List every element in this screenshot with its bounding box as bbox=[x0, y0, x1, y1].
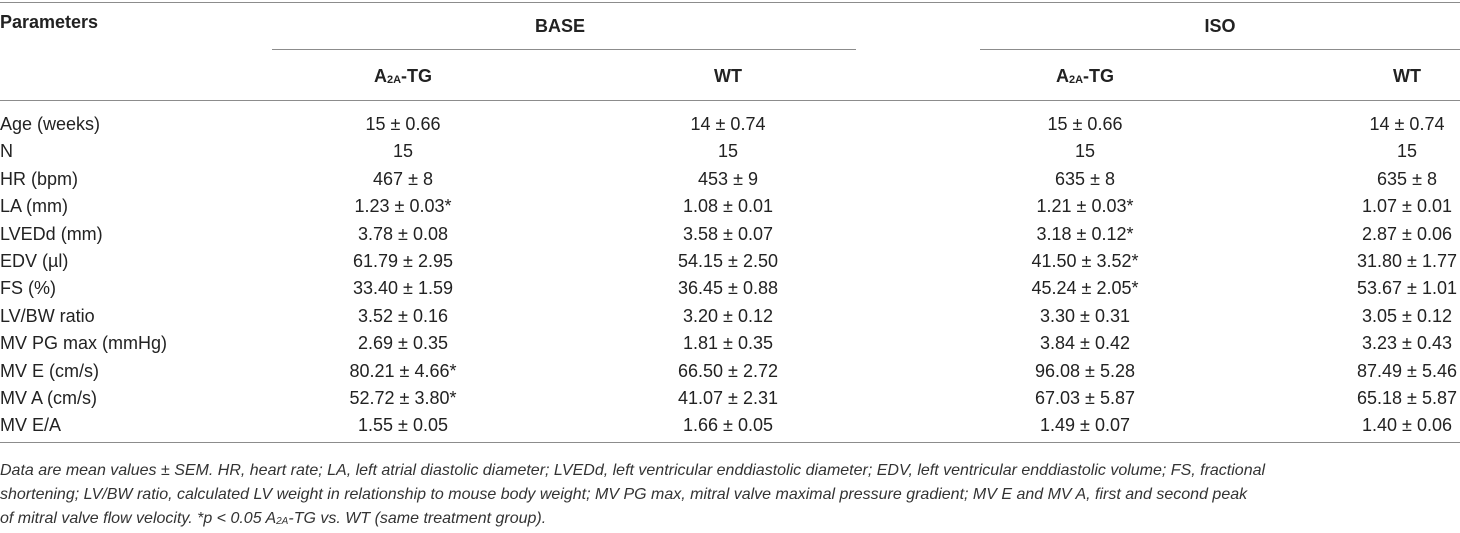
table-cell: 31.80 ± 1.77 bbox=[1357, 251, 1457, 271]
footnote-line: shortening; LV/BW ratio, calculated LV weight in relationship to mouse body weight; MV PG max, mitral valve maximal pressure gradient; MV E and MV A, first and second peak bbox=[0, 486, 1248, 503]
table-cell: 635 ± 8 bbox=[1055, 169, 1115, 189]
table-cell: 14 ± 0.74 bbox=[690, 114, 766, 134]
table-cell: 52.72 ± 3.80* bbox=[349, 388, 457, 408]
table-cell: 66.50 ± 2.72 bbox=[678, 361, 778, 381]
table-cell: 67.03 ± 5.87 bbox=[1035, 388, 1135, 408]
table-cell: 15 bbox=[392, 141, 414, 161]
table-cell: 36.45 ± 0.88 bbox=[678, 278, 778, 298]
col-header-iso-wt: WT bbox=[1393, 66, 1421, 86]
table-cell: 453 ± 9 bbox=[698, 169, 758, 189]
parameter-label: LVEDd (mm) bbox=[0, 224, 103, 244]
table-cell: 1.40 ± 0.06 bbox=[1362, 415, 1452, 435]
parameter-label: MV A (cm/s) bbox=[0, 388, 98, 408]
footnote-line: Data are mean values ± SEM. HR, heart rate; LA, left atrial diastolic diameter; LVEDd, left ventricular enddiastolic diameter; EDV, left ventricular enddiastolic volume; FS, fractional bbox=[0, 462, 1266, 479]
col-header-iso-a2a-tg: $A_{2A}-TG$ bbox=[1055, 66, 1115, 86]
parameter-label: Age (weeks) bbox=[0, 114, 101, 134]
table-cell: 53.67 ± 1.01 bbox=[1357, 278, 1457, 298]
table-cell: 1.23 ± 0.03* bbox=[354, 196, 452, 216]
table-cell: 14 ± 0.74 bbox=[1369, 114, 1445, 134]
table-cell: 15 bbox=[1396, 141, 1418, 161]
table-cell: 3.58 ± 0.07 bbox=[683, 224, 773, 244]
table-cell: 65.18 ± 5.87 bbox=[1357, 388, 1457, 408]
parameter-label: MV PG max (mmHg) bbox=[0, 333, 168, 353]
col-header-base-wt: WT bbox=[714, 66, 742, 86]
table-cell: 3.30 ± 0.31 bbox=[1040, 306, 1130, 326]
group-header-iso: ISO bbox=[1204, 16, 1236, 36]
table-cell: 3.52 ± 0.16 bbox=[358, 306, 448, 326]
table-cell: 15 bbox=[1074, 141, 1096, 161]
table-cell: 87.49 ± 5.46 bbox=[1357, 361, 1457, 381]
table-cell: 3.18 ± 0.12* bbox=[1036, 224, 1134, 244]
table-cell: 61.79 ± 2.95 bbox=[353, 251, 453, 271]
table-cell: 635 ± 8 bbox=[1377, 169, 1437, 189]
table-cell: 1.21 ± 0.03* bbox=[1036, 196, 1134, 216]
table-cell: 45.24 ± 2.05* bbox=[1031, 278, 1139, 298]
footnote-line: of mitral valve flow velocity. *p < 0.05 $A_{2A}-TG$ vs. WT (same treatment group). bbox=[0, 510, 547, 527]
table-cell: 41.50 ± 3.52* bbox=[1031, 251, 1139, 271]
parameter-label: MV E/A bbox=[0, 415, 62, 435]
parameter-label: MV E (cm/s) bbox=[0, 361, 99, 381]
table-cell: 3.05 ± 0.12 bbox=[1362, 306, 1452, 326]
parameter-label: N bbox=[0, 141, 13, 161]
table-cell: 467 ± 8 bbox=[373, 169, 433, 189]
table-cell: 33.40 ± 1.59 bbox=[353, 278, 453, 298]
table-cell: 15 bbox=[717, 141, 739, 161]
table-cell: 1.66 ± 0.05 bbox=[683, 415, 773, 435]
table-cell: 1.81 ± 0.35 bbox=[683, 333, 773, 353]
table-cell: 15 ± 0.66 bbox=[1047, 114, 1123, 134]
table-cell: 3.23 ± 0.43 bbox=[1362, 333, 1452, 353]
table-cell: 3.20 ± 0.12 bbox=[683, 306, 773, 326]
table-footnote bbox=[0, 459, 1458, 533]
header-bottom-rule bbox=[0, 100, 1460, 101]
parameter-label: FS (%) bbox=[0, 278, 56, 298]
table-cell: 15 ± 0.66 bbox=[365, 114, 441, 134]
col-header-base-a2a-tg: $A_{2A}-TG$ bbox=[373, 66, 433, 86]
group-header-base: BASE bbox=[534, 16, 586, 36]
table-cell: 2.87 ± 0.06 bbox=[1362, 224, 1452, 244]
table-cell: 80.21 ± 4.66* bbox=[349, 361, 457, 381]
table-bottom-rule bbox=[0, 442, 1460, 443]
table-cell: 1.49 ± 0.07 bbox=[1040, 415, 1130, 435]
parameter-label: EDV (µl) bbox=[0, 251, 69, 271]
table-cell: 41.07 ± 2.31 bbox=[678, 388, 778, 408]
parameter-label: HR (bpm) bbox=[0, 169, 79, 189]
parameter-label: LV/BW ratio bbox=[0, 306, 95, 326]
table-cell: 1.08 ± 0.01 bbox=[683, 196, 773, 216]
table-cell: 1.07 ± 0.01 bbox=[1362, 196, 1452, 216]
table-cell: 3.78 ± 0.08 bbox=[358, 224, 448, 244]
base-group-underline bbox=[272, 49, 856, 50]
table-cell: 96.08 ± 5.28 bbox=[1035, 361, 1135, 381]
table-top-rule bbox=[0, 2, 1460, 3]
parameters-header: Parameters bbox=[0, 12, 99, 32]
table-cell: 2.69 ± 0.35 bbox=[358, 333, 448, 353]
table-cell: 3.84 ± 0.42 bbox=[1040, 333, 1130, 353]
table-cell: 54.15 ± 2.50 bbox=[678, 251, 778, 271]
iso-group-underline bbox=[980, 49, 1460, 50]
parameter-label: LA (mm) bbox=[0, 196, 69, 216]
table-cell: 1.55 ± 0.05 bbox=[358, 415, 448, 435]
